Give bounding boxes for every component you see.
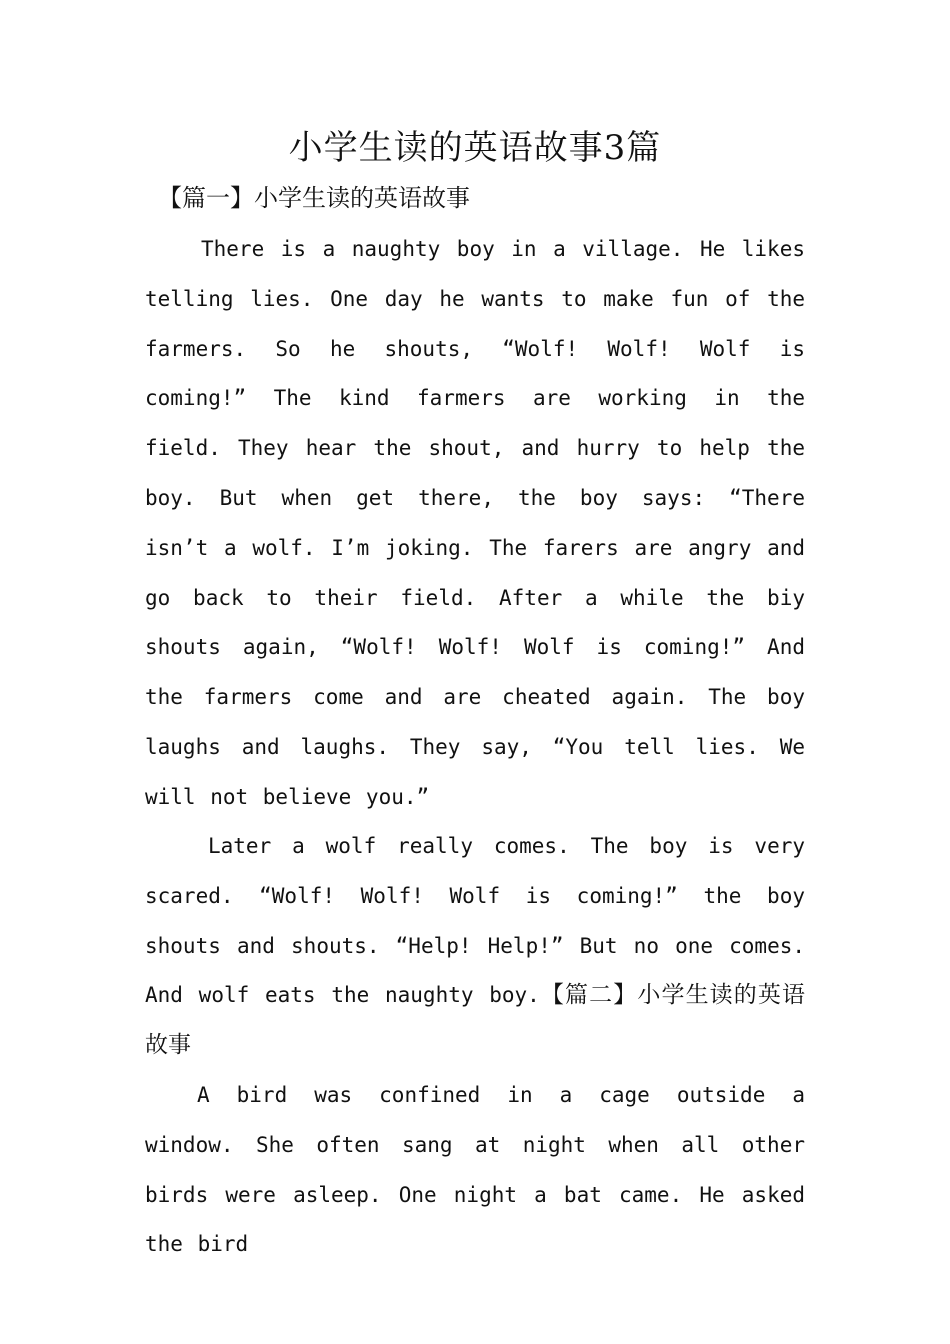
story-1-paragraph-2-text: Later a wolf really comes. The boy is very scared. “Wolf! Wolf! Wolf is coming!” the boy shouts and shouts. “Help! Help!” But no one comes. And wolf eats the naughty boy. [145,834,805,1008]
section-heading-2: 【篇二】小学生读的英语故事 [145,982,805,1059]
story-2-paragraph-1: A bird was confined in a cage outside a window. She often sang at night when all other birds were asleep. One night a bat came. He asked the bird [145,1083,805,1257]
story-1-paragraph-1: There is a naughty boy in a village. He likes telling lies. One day he wants to make fun of the farmers. So he shouts, “Wolf! Wolf! Wolf is coming!” The kind farmers are working in the field. They hear the shout, and hurry to help the boy. But when get there, the boy says: “There isn’t a wolf. I’m joking. The farers are angry and go back to their field. After a while the biy shouts again, “Wolf! Wolf! Wolf is coming!” And the farmers come and are cheated again. The boy laughs and laughs. They say, “You tell lies. We will not believe you.” [145,237,805,809]
document-title: 小学生读的英语故事3篇 [288,128,662,168]
story-1-paragraph-2 [145,822,805,1071]
section-heading-1: 【篇一】小学生读的英语故事 [158,184,470,212]
